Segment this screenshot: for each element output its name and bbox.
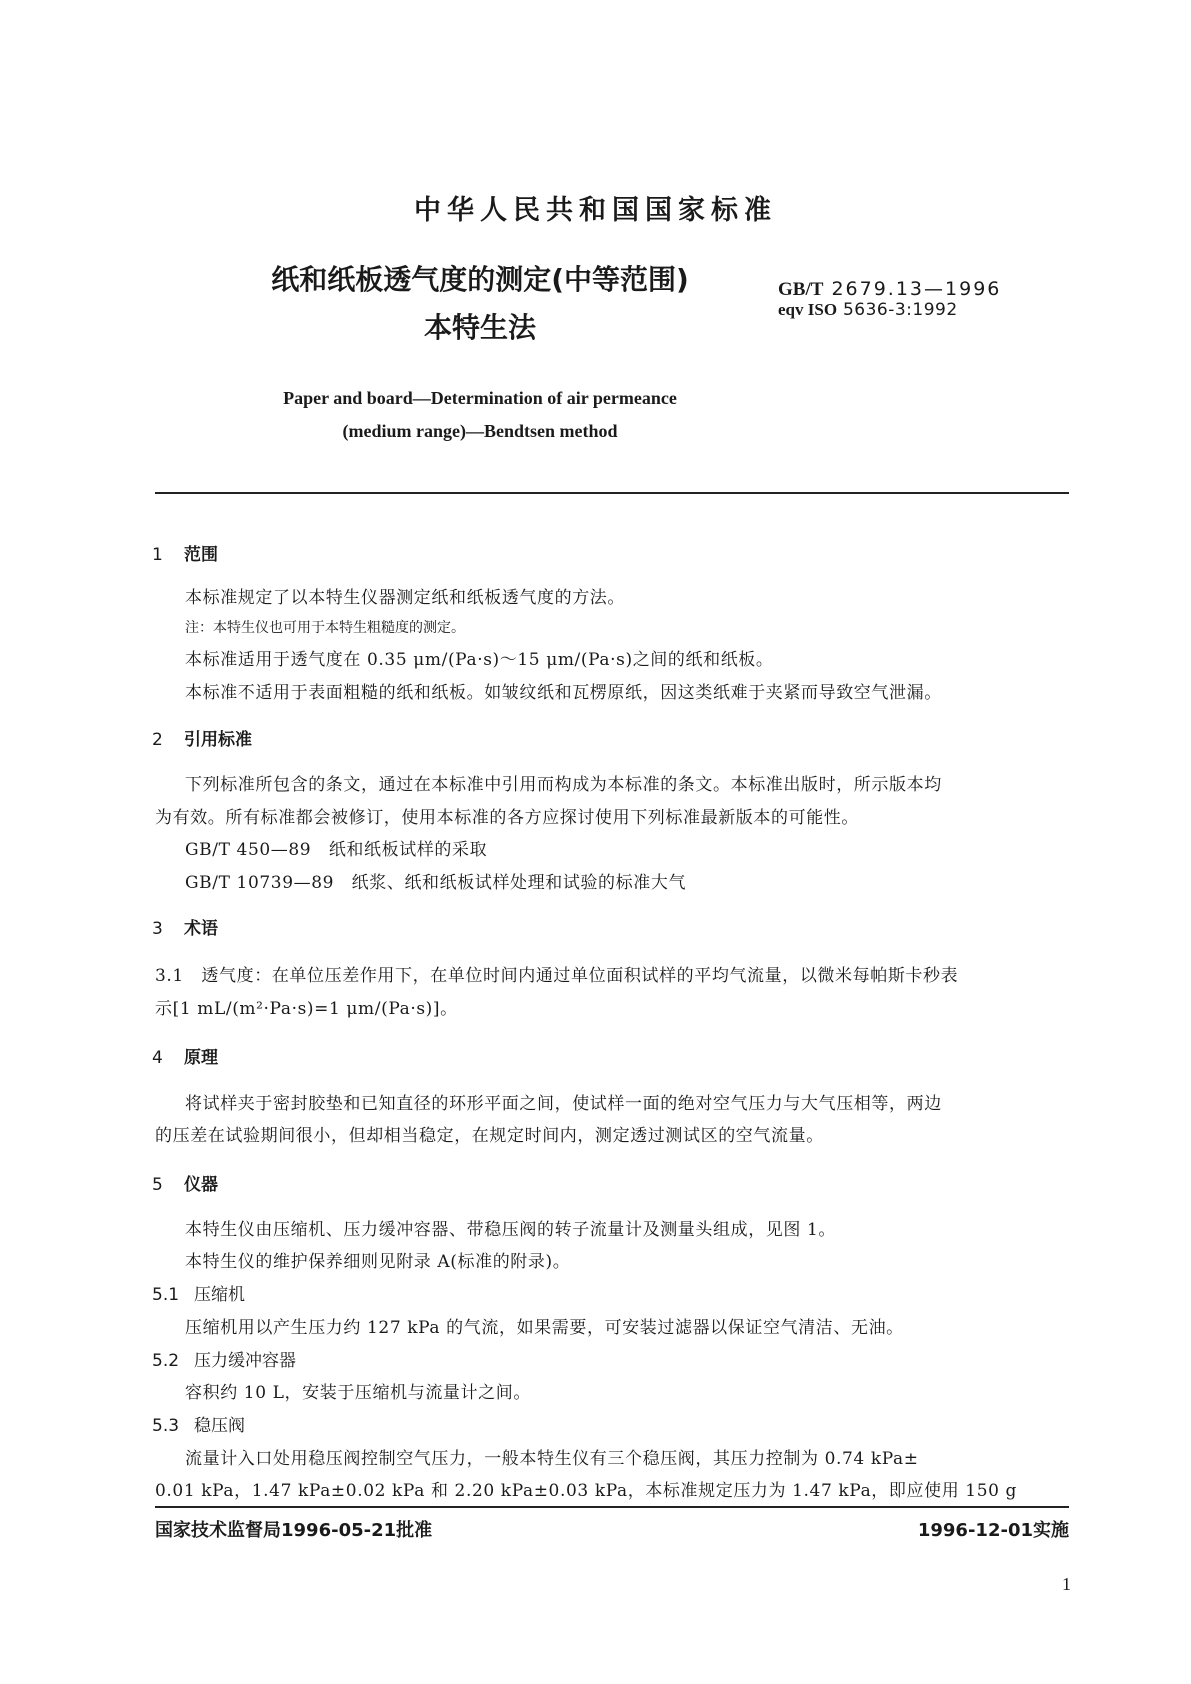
section-title: 仪器 xyxy=(184,1175,218,1195)
section-3-heading xyxy=(152,914,218,939)
footer-divider xyxy=(155,1506,1069,1508)
title-cn-line1: 纸和纸板透气度的测定(中等范围) xyxy=(271,263,689,296)
equivalent-prefix: eqv ISO xyxy=(778,300,838,319)
header-divider xyxy=(155,492,1069,494)
subsection-5-3-heading xyxy=(152,1411,245,1436)
paragraph: 压缩机用以产生压力约 127 kPa 的气流，如果需要，可安装过滤器以保证空气清洁、无油。 xyxy=(185,1318,904,1338)
section-title: 引用标准 xyxy=(184,730,252,750)
subsection-5-1-heading xyxy=(152,1280,245,1305)
title-cn-line2: 本特生法 xyxy=(423,311,536,344)
section-number: 3 xyxy=(152,919,163,939)
title-en-line2: (medium range)—Bendtsen method xyxy=(342,421,618,441)
paragraph: 本特生仪由压缩机、压力缓冲容器、带稳压阀的转子流量计及测量头组成，见图 1。 xyxy=(185,1220,837,1240)
national-standard-heading: 中华人民共和国国家标准 xyxy=(414,195,777,226)
paragraph: 流量计入口处用稳压阀控制空气压力，一般本特生仪有三个稳压阀，其压力控制为 0.74 kPa± xyxy=(185,1449,919,1469)
paragraph: 容积约 10 L，安装于压缩机与流量计之间。 xyxy=(185,1383,531,1403)
subsection-5-2-heading xyxy=(152,1346,296,1371)
reference-item: GB/T 10739—89 纸浆、纸和纸板试样处理和试验的标准大气 xyxy=(185,873,687,893)
title-en-line1: Paper and board—Determination of air permeance xyxy=(283,388,677,408)
equivalent-number: 5636-3:1992 xyxy=(842,300,958,320)
section-2-heading xyxy=(152,725,252,750)
paragraph: 本特生仪的维护保养细则见附录 A(标准的附录)。 xyxy=(185,1252,571,1272)
paragraph: 本标准规定了以本特生仪器测定纸和纸板透气度的方法。 xyxy=(185,588,625,608)
section-4-heading xyxy=(152,1043,218,1068)
paragraph: 下列标准所包含的条文，通过在本标准中引用而构成为本标准的条文。本标准出版时，所示版本均 xyxy=(185,775,942,795)
subsection-number: 5.3 xyxy=(152,1416,180,1436)
subsection-number: 5.2 xyxy=(152,1351,180,1371)
subsection-title: 压力缓冲容器 xyxy=(194,1351,296,1371)
standard-prefix: GB/T xyxy=(778,279,824,300)
standard-code xyxy=(778,278,1001,301)
section-number: 2 xyxy=(152,730,163,750)
section-1-heading xyxy=(152,540,218,565)
section-number: 4 xyxy=(152,1048,163,1068)
note: 注：本特生仪也可用于本特生粗糙度的测定。 xyxy=(185,620,465,636)
paragraph: 将试样夹于密封胶垫和已知直径的环形平面之间，使试样一面的绝对空气压力与大气压相等，两边 xyxy=(185,1094,942,1114)
section-title: 范围 xyxy=(184,545,218,565)
section-title: 原理 xyxy=(184,1048,218,1068)
section-5-heading xyxy=(152,1170,218,1195)
definition: 示[1 mL/(m²·Pa·s)=1 μm/(Pa·s)]。 xyxy=(155,999,458,1019)
paragraph: 本标准不适用于表面粗糙的纸和纸板。如皱纹纸和瓦楞原纸，因这类纸难于夹紧而导致空气泄漏。 xyxy=(185,683,942,703)
standard-number: 2679.13—1996 xyxy=(831,278,1002,300)
subsection-title: 压缩机 xyxy=(194,1285,245,1305)
implementation-date: 1996-12-01实施 xyxy=(917,1520,1069,1541)
paragraph: 为有效。所有标准都会被修订，使用本标准的各方应探讨使用下列标准最新版本的可能性。 xyxy=(155,808,859,828)
page-number: 1 xyxy=(1062,1574,1071,1594)
equivalent-standard xyxy=(778,300,958,320)
paragraph: 0.01 kPa，1.47 kPa±0.02 kPa 和 2.20 kPa±0.03 kPa，本标准规定压力为 1.47 kPa，即应使用 150 g xyxy=(155,1481,1018,1501)
section-title: 术语 xyxy=(184,919,218,939)
paragraph: 的压差在试验期间很小，但却相当稳定，在规定时间内，测定透过测试区的空气流量。 xyxy=(155,1126,824,1146)
subsection-number: 5.1 xyxy=(152,1285,180,1305)
section-number: 5 xyxy=(152,1175,163,1195)
subsection-title: 稳压阀 xyxy=(194,1416,245,1436)
reference-item: GB/T 450—89 纸和纸板试样的采取 xyxy=(185,840,488,860)
paragraph: 本标准适用于透气度在 0.35 μm/(Pa·s)～15 μm/(Pa·s)之间的纸和纸板。 xyxy=(185,650,774,670)
approval-date: 国家技术监督局1996-05-21批准 xyxy=(155,1520,433,1541)
section-number: 1 xyxy=(152,545,163,565)
definition: 3.1 透气度：在单位压差作用下，在单位时间内通过单位面积试样的平均气流量，以微米每帕斯卡秒表 xyxy=(155,966,959,986)
